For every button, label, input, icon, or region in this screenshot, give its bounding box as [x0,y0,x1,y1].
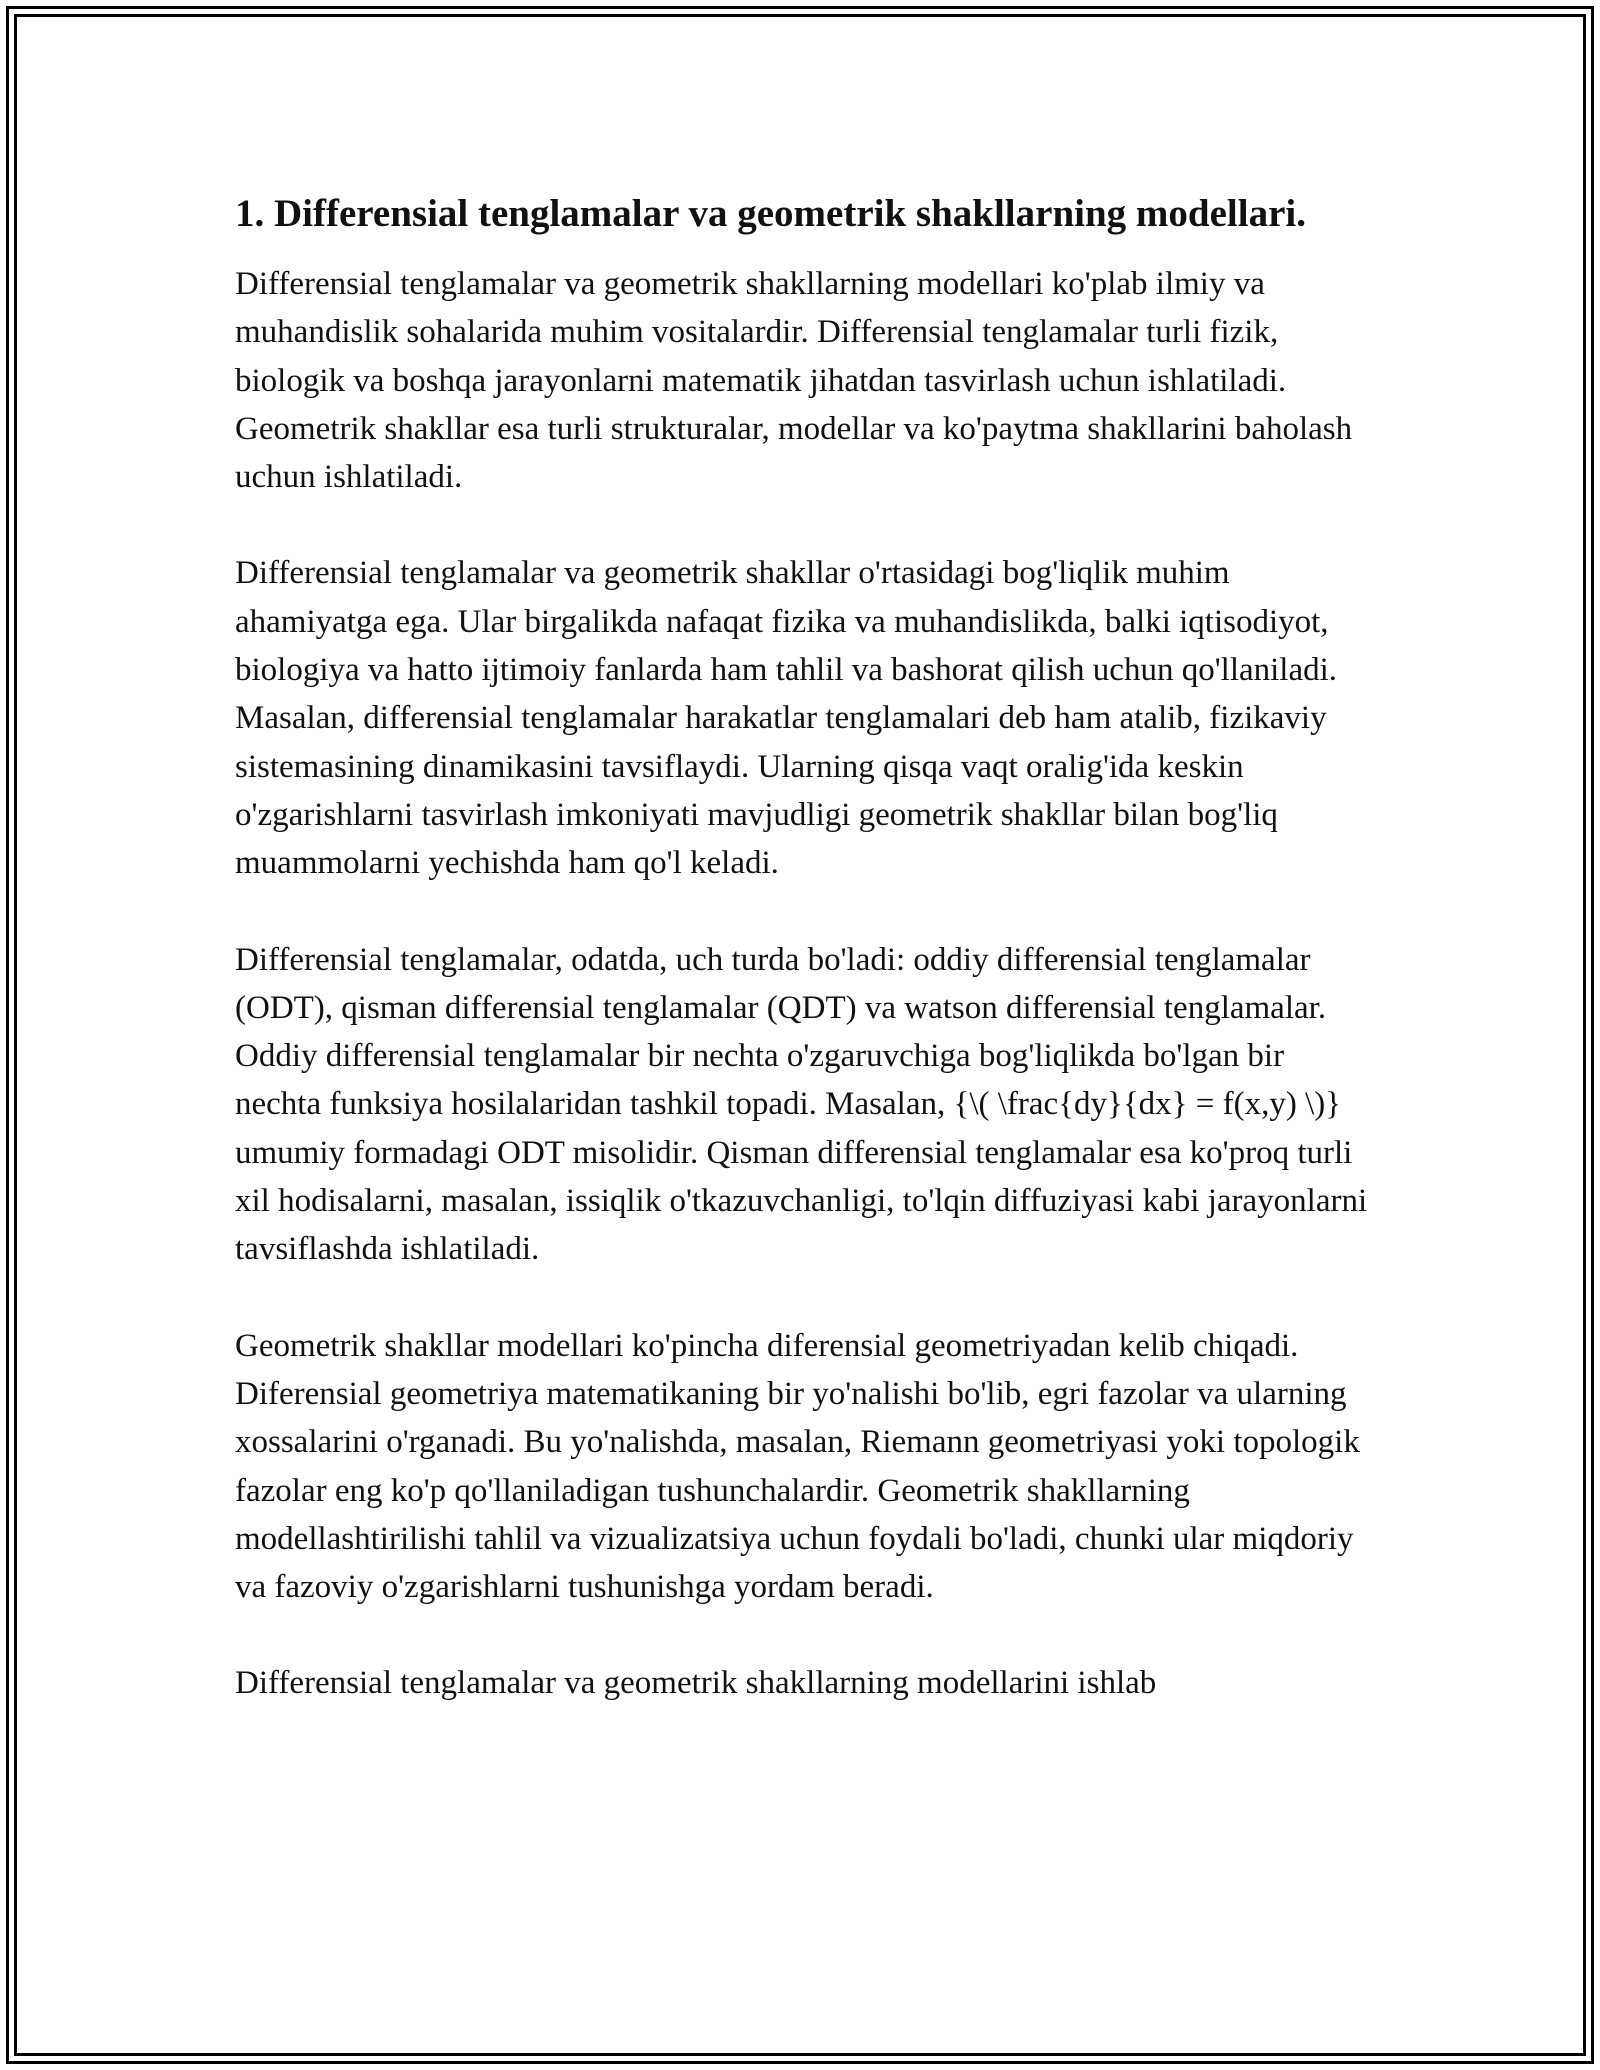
paragraph-2: Differensial tenglamalar va geometrik shakllar o'rtasidagi bog'liqlik muhim ahamiyatga ega. Ular birgalikda nafaqat fizika va muhandislikda, balki iqtisodiyot, biologiya va hatto ijtimoiy fanlarda ham tahlil va bashorat qilish uchun qo'llaniladi. Masalan, differensial tenglamalar harakatlar tenglamalari deb ham atalib, fizikaviy sistemasining dinamikasini tavsiflaydi. Ularning qisqa vaqt oralig'ida keskin o'zgarishlarni tasvirlash imkoniyati mavjudligi geometrik shakllar bilan bog'liq muammolarni yechishda ham qo'l keladi. [235,555,1338,882]
paragraph-3: Differensial tenglamalar, odatda, uch turda bo'ladi: oddiy differensial tenglamalar (ODT), qisman differensial tenglamalar (QDT) va watson differensial tenglamalar. Oddiy differensial tenglamalar bir nechta o'zgaruvchiga bog'liqlikda bo'lgan bir nechta funksiya hosilalaridan tashkil topadi. Masalan, {\( \frac{dy}{dx} = f(x,y) \)} umumiy formadagi ODT misolidir. Qisman differensial tenglamalar esa ko'proq turli xil hodisalarni, masalan, issiqlik o'tkazuvchanligi, to'lqin diffuziyasi kabi jarayonlarni tavsiflashda ishlatiladi. [235,941,1368,1268]
section-heading: 1. Differensial tenglamalar va geometrik shakllarning modellari. [235,192,1306,235]
paragraph-5: Differensial tenglamalar va geometrik shakllarning modellarini ishlab [235,1665,1157,1702]
document-body [235,188,1370,1756]
paragraph-1: Differensial tenglamalar va geometrik shakllarning modellari ko'plab ilmiy va muhandislik sohalarida muhim vositalardir. Differensial tenglamalar turli fizik, biologik va boshqa jarayonlarni matematik jihatdan tasvirlash uchun ishlatiladi. Geometrik shakllar esa turli strukturalar, modellar va ko'paytma shakllarini baholash uchun ishlatiladi. [235,266,1353,496]
paragraph-4: Geometrik shakllar modellari ko'pincha diferensial geometriyadan kelib chiqadi. Diferensial geometriya matematikaning bir yo'nalishi bo'lib, egri fazolar va ularning xossalarini o'rganadi. Bu yo'nalishda, masalan, Riemann geometriyasi yoki topologik fazolar eng ko'p qo'llaniladigan tushunchalardir. Geometrik shakllarning modellashtirilishi tahlil va vizualizatsiya uchun foydali bo'ladi, chunki ular miqdoriy va fazoviy o'zgarishlarni tushunishga yordam beradi. [235,1327,1360,1606]
